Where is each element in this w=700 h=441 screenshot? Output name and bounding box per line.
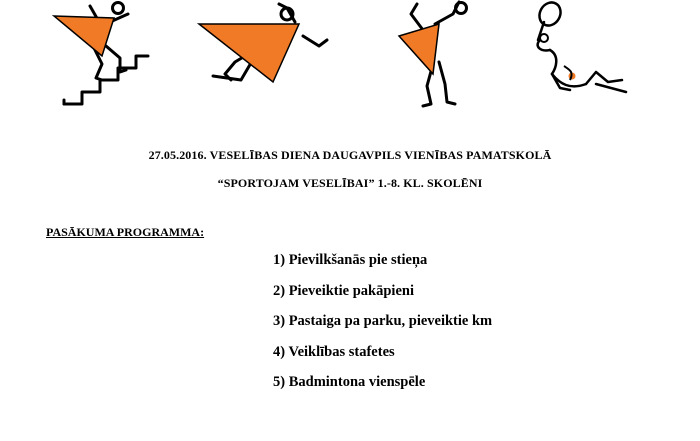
stairs-runner-icon	[50, 0, 160, 110]
stretching-figure-icon	[393, 0, 473, 112]
list-item: 5) Badmintona vienspēle	[273, 374, 426, 390]
tennis-player-icon	[530, 0, 662, 100]
list-item: 2) Pieveiktie pakāpieni	[273, 282, 414, 299]
list-item: 3) Pastaiga pa parku, pieveiktie km	[273, 313, 493, 329]
sprinter-icon	[195, 0, 335, 90]
list-item: 1) Pievilkšanās pie stieņa	[273, 252, 428, 268]
list-item: 4) Veiklības stafetes	[273, 343, 395, 360]
event-title: 27.05.2016. VESELĪBAS DIENA DAUGAVPILS VIENĪBAS PAMATSKOLĀ	[148, 148, 552, 162]
illustration-strip	[0, 0, 700, 115]
program-label: PASĀKUMA PROGRAMMA:	[46, 225, 205, 239]
event-subtitle: “SPORTOJAM VESELĪBAI” 1.-8. KL. SKOLĒNI	[217, 176, 483, 190]
program-list	[273, 250, 492, 403]
